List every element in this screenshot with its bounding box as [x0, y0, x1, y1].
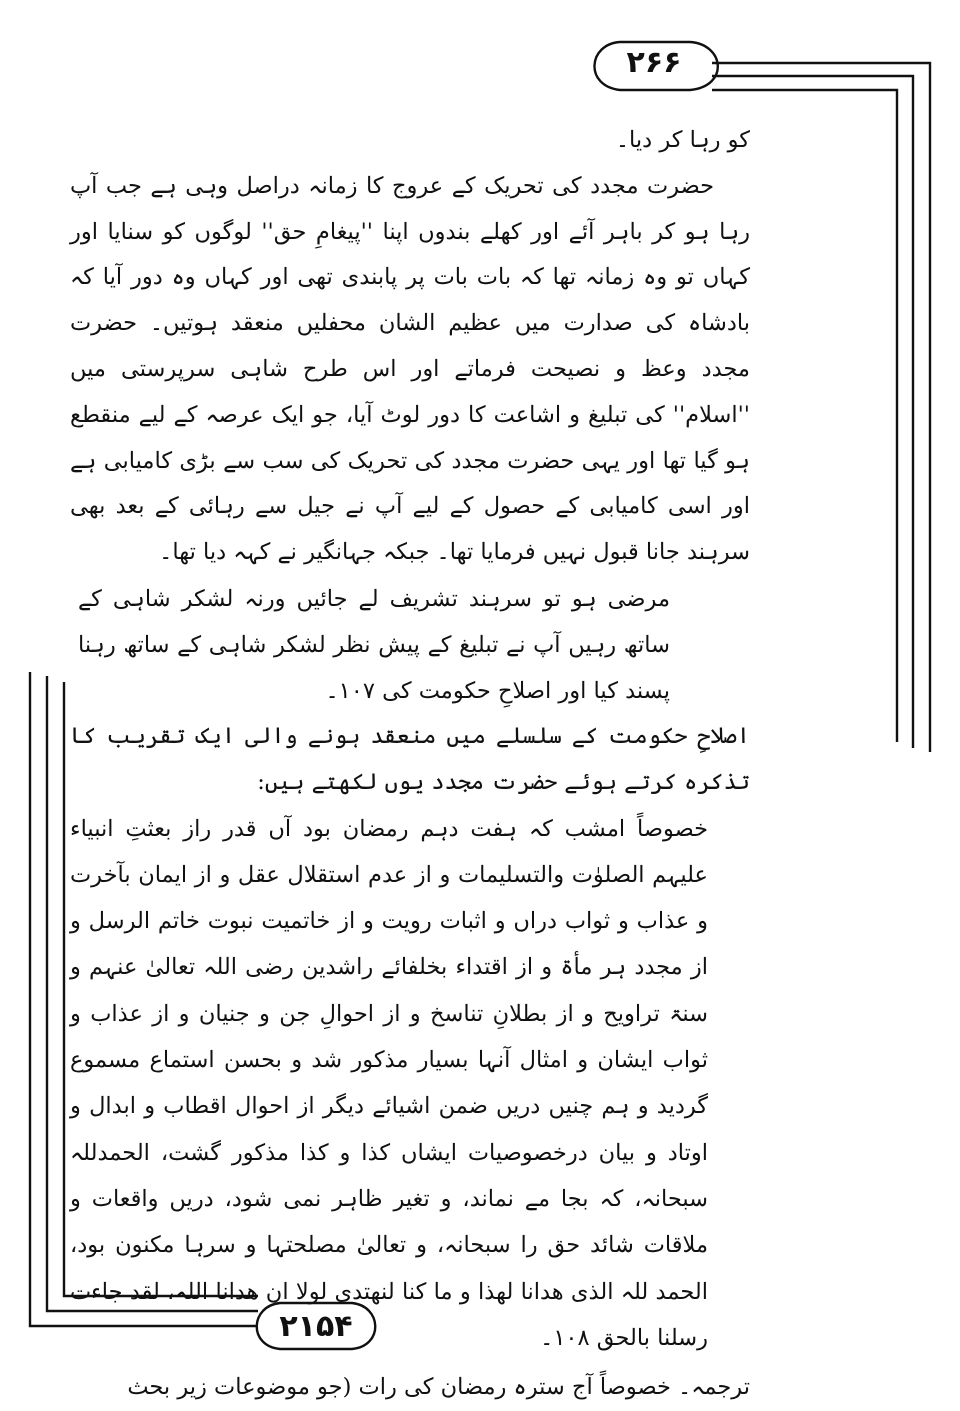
paragraph-translation: ترجمہ۔ خصوصاً آج سترہ رمضان کی رات (جو موضوعات زیر بحث	[127, 1374, 750, 1401]
paragraph-mujaddid-movement: حضرت مجدد کی تحریک کے عروج کا زمانہ دراصل وہی ہے جب آپ رہا ہو کر باہر آئے اور کھلے بندوں اپنا ''پیغامِ حق'' لوگوں کو سنایا اور کہاں تو وہ زمانہ تھا کہ بات بات پر پابندی تھی اور کہاں وہ دور آیا کہ بادشاہ کی صدارت میں عظیم الشان محفلیں منعقد ہوتیں۔ حضرت مجدد وعظ و نصیحت فرماتے اور اس طرح شاہی سرپرستی میں ''اسلام'' کی تبلیغ و اشاعت کا دور لوٹ آیا، جو ایک عرصہ کے لیے منقطع ہو گیا تھا اور یہی حضرت مجدد کی تحریک کی سب سے بڑی کامیابی ہے اور اسی کامیابی کے حصول کے لیے آپ نے جیل سے رہائی کے بعد بھی سرہند جانا قبول نہیں فرمایا تھا۔ جبکہ جہانگیر نے کہہ دیا تھا۔	[70, 172, 750, 566]
page-number-bottom: ۲۱۵۴	[279, 1309, 353, 1344]
block-quote-jahangir: مرضی ہو تو سرہند تشریف لے جائیں ورنہ لشکر شاہی کے ساتھ رہیں آپ نے تبلیغ کے پیش نظر لشکر شاہی کے ساتھ رہنا پسند کیا اور اصلاحِ حکومت کی ۱۰۷۔	[78, 585, 671, 704]
page-number-top: ۲۶۶	[626, 45, 682, 80]
paragraph-released: کو رہا کر دیا۔	[615, 127, 750, 153]
page-body-text	[70, 118, 750, 1411]
block-quote-persian: خصوصاً امشب کہ ہفت دہم رمضان بود آں قدر راز بعثتِ انبیاء علیہم الصلوٰت والتسلیمات و از عدم استقلال عقل و از ایمان بآخرت و عذاب و ثواب دراں و اثبات رویت و از خاتمیت نبوت خاتم الرسل و از مجدد ہر مأۃ و از اقتداء بخلفائے راشدین رضی اللہ تعالیٰ عنہم و سنۃ تراویح و از بطلانِ تناسخ و از احوالِ جن و جنیان و از عذاب و ثواب ایشان و امثال آنہا بسیار مذکور شد و بحسن استماع مسموع گردید و ہم چنیں دریں ضمن اشیائے دیگر از احوال اقطاب و ابدال و اوتاد و بیان درخصوصیات ایشاں کذا و کذا مذکور گشت، الحمدللہ سبحانہ، کہ بجا مے نماند، و تغیر ظاہر نمی شود، دریں واقعات و ملاقات شائد حق را سبحانہ، و تعالیٰ مصلحتہا و سرہا مکنون بود، الحمد للہ الذی ھدانا لھذا و ما کنا لنھتدی لولا ان ھدانا اللہ، لقد جاءت رسلنا بالحق ۱۰۸۔	[70, 815, 708, 1351]
paragraph-reform-gathering: اصلاحِ حکومت کے سلسلے میں منعقد ہونے والی ایک تقریب کا تذکرہ کرتے ہوئے حضرت مجدد یوں لکھتے ہیں:	[70, 722, 750, 795]
